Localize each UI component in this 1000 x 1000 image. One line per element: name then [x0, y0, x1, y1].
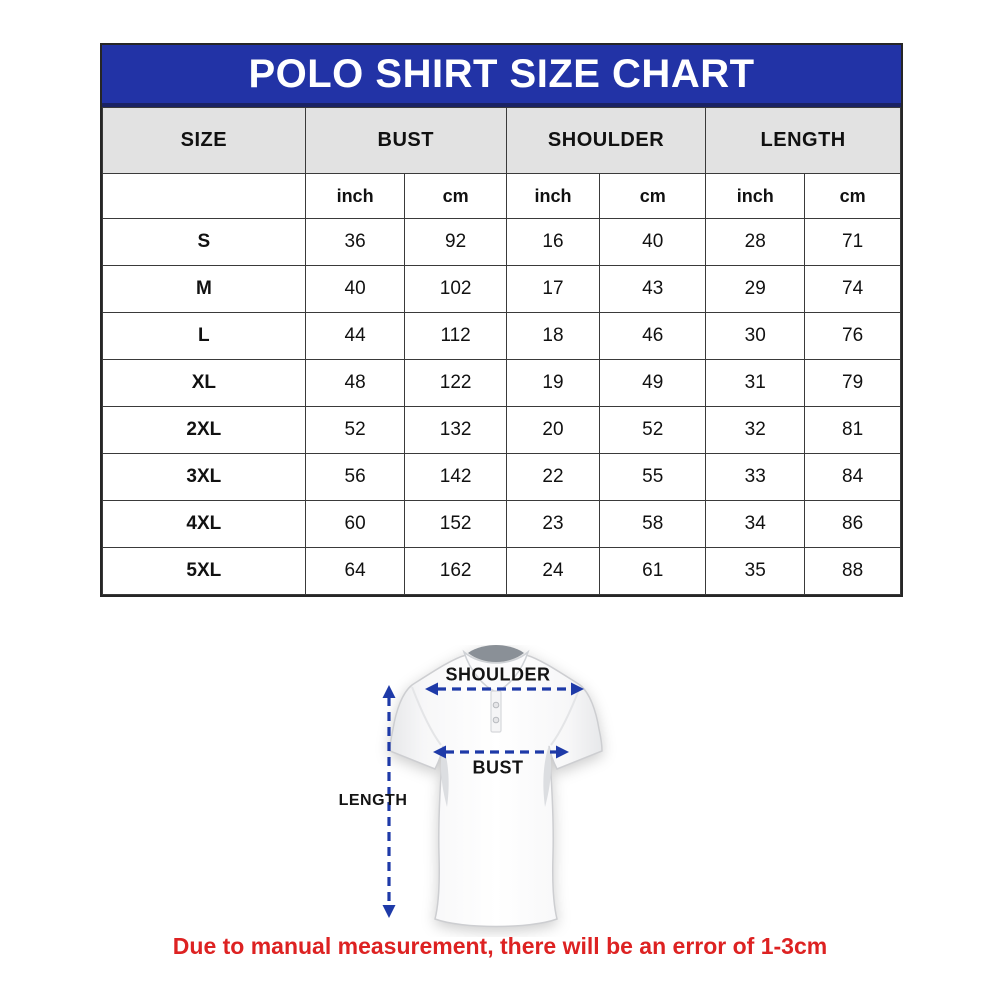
unit-header-shoulder-inch: inch — [506, 174, 599, 219]
value-cell: 84 — [805, 454, 901, 501]
value-cell: 22 — [506, 454, 599, 501]
value-cell: 56 — [305, 454, 405, 501]
column-group-header-row — [103, 108, 901, 174]
value-cell: 16 — [506, 219, 599, 266]
value-cell: 31 — [706, 360, 805, 407]
value-cell: 35 — [706, 548, 805, 595]
value-cell: 43 — [600, 266, 706, 313]
table-row-2xl — [103, 407, 901, 454]
value-cell: 29 — [706, 266, 805, 313]
shirt-measurement-diagram — [338, 645, 630, 937]
value-cell: 92 — [405, 219, 506, 266]
value-cell: 60 — [305, 501, 405, 548]
value-cell: 79 — [805, 360, 901, 407]
size-cell: 4XL — [103, 501, 306, 548]
col-header-bust: BUST — [305, 108, 506, 174]
bust-label: BUST — [472, 757, 524, 778]
table-row-xl — [103, 360, 901, 407]
value-cell: 64 — [305, 548, 405, 595]
table-row-l — [103, 313, 901, 360]
table-row-s — [103, 219, 901, 266]
shirt-placket — [491, 691, 501, 732]
value-cell: 52 — [305, 407, 405, 454]
value-cell: 32 — [706, 407, 805, 454]
value-cell: 162 — [405, 548, 506, 595]
chart-title: POLO SHIRT SIZE CHART — [248, 51, 755, 96]
value-cell: 49 — [600, 360, 706, 407]
unit-header-length-cm: cm — [805, 174, 901, 219]
value-cell: 23 — [506, 501, 599, 548]
value-cell: 81 — [805, 407, 901, 454]
size-cell: 5XL — [103, 548, 306, 595]
size-cell: 2XL — [103, 407, 306, 454]
col-header-size: SIZE — [103, 108, 306, 174]
value-cell: 36 — [305, 219, 405, 266]
col-header-length: LENGTH — [706, 108, 901, 174]
value-cell: 33 — [706, 454, 805, 501]
value-cell: 28 — [706, 219, 805, 266]
value-cell: 30 — [706, 313, 805, 360]
value-cell: 76 — [805, 313, 901, 360]
value-cell: 88 — [805, 548, 901, 595]
polo-shirt-illustration — [350, 645, 630, 937]
value-cell: 55 — [600, 454, 706, 501]
value-cell: 44 — [305, 313, 405, 360]
value-cell: 61 — [600, 548, 706, 595]
table-row-5xl — [103, 548, 901, 595]
chart-title-banner — [102, 45, 901, 107]
value-cell: 19 — [506, 360, 599, 407]
length-label: LENGTH — [338, 792, 408, 809]
col-header-shoulder: SHOULDER — [506, 108, 705, 174]
size-chart-table — [100, 43, 903, 597]
unit-header-shoulder-cm: cm — [600, 174, 706, 219]
value-cell: 122 — [405, 360, 506, 407]
size-cell: M — [103, 266, 306, 313]
value-cell: 20 — [506, 407, 599, 454]
table-row-4xl — [103, 501, 901, 548]
value-cell: 17 — [506, 266, 599, 313]
size-cell: L — [103, 313, 306, 360]
value-cell: 40 — [305, 266, 405, 313]
value-cell: 58 — [600, 501, 706, 548]
value-cell: 48 — [305, 360, 405, 407]
shirt-body — [390, 645, 602, 927]
table-row-m — [103, 266, 901, 313]
value-cell: 24 — [506, 548, 599, 595]
table-row-3xl — [103, 454, 901, 501]
unit-header-bust-cm: cm — [405, 174, 506, 219]
value-cell: 86 — [805, 501, 901, 548]
size-cell: S — [103, 219, 306, 266]
unit-header-bust-inch: inch — [305, 174, 405, 219]
value-cell: 71 — [805, 219, 901, 266]
size-cell: XL — [103, 360, 306, 407]
value-cell: 112 — [405, 313, 506, 360]
value-cell: 46 — [600, 313, 706, 360]
value-cell: 74 — [805, 266, 901, 313]
value-cell: 152 — [405, 501, 506, 548]
unit-header-row — [103, 174, 901, 219]
size-table — [102, 107, 901, 595]
value-cell: 142 — [405, 454, 506, 501]
value-cell: 18 — [506, 313, 599, 360]
measurement-note: Due to manual measurement, there will be an error of 1-3cm — [172, 933, 828, 959]
value-cell: 132 — [405, 407, 506, 454]
size-cell: 3XL — [103, 454, 306, 501]
value-cell: 40 — [600, 219, 706, 266]
unit-header-empty — [103, 174, 306, 219]
shoulder-label: SHOULDER — [445, 664, 551, 685]
value-cell: 34 — [706, 501, 805, 548]
value-cell: 52 — [600, 407, 706, 454]
value-cell: 102 — [405, 266, 506, 313]
unit-header-length-inch: inch — [706, 174, 805, 219]
